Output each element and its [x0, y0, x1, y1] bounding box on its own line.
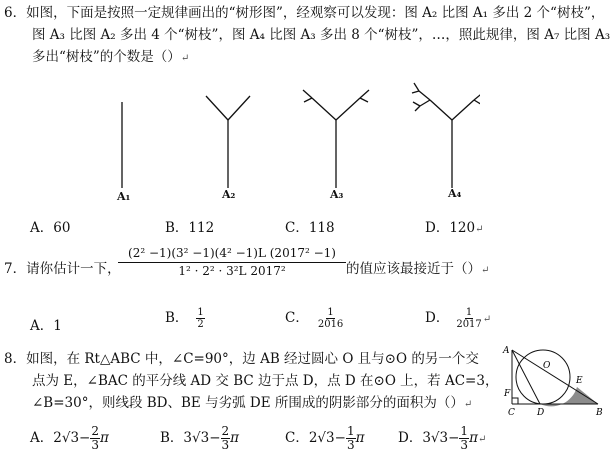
label-d: D — [537, 408, 545, 418]
label-o: O — [543, 361, 551, 371]
q7-option-a[interactable]: A．1 — [30, 318, 62, 334]
q7-denominator: 1² · 2² · 3²L 2017² — [178, 264, 286, 278]
tree-a3 — [303, 90, 369, 188]
right-angle-mark — [512, 398, 518, 404]
q6-option-d[interactable]: D．120↵ — [425, 220, 484, 236]
q8-option-c[interactable]: C．2√3− $\frac{1}{3}$ π — [285, 424, 365, 452]
q6-text-line1: 6．如图，下面是按照一定规律画出的“树形图”，经观察可以发现：图 A₂ 比图 A₁ 多出 2 个“树枝”， — [4, 5, 605, 21]
q8-text-line1: 8．如图，在 Rt△ABC 中，∠C=90°，边 AB 经过圆心 O 且与⊙O 的另一个交 — [4, 351, 479, 367]
q6-option-a[interactable]: A．60 — [30, 220, 71, 236]
label-b: B — [596, 408, 603, 418]
fig-label-a1: A₁ — [117, 190, 131, 203]
q8-option-d[interactable]: D．3√3− $\frac{1}{3}$ π↵ — [398, 424, 487, 452]
q6-option-c[interactable]: C．118 — [285, 220, 335, 236]
label-f: F — [504, 389, 511, 399]
q8-option-b[interactable]: B．3√3− $\frac{2}{3}$ π — [160, 424, 240, 452]
tree-figures — [100, 80, 480, 210]
q7-option-c[interactable]: C． $\frac{1}{2016}$ — [285, 307, 344, 330]
q7-suffix: 的值应该最接近于（）↵ — [346, 261, 490, 277]
tree-a4 — [412, 83, 480, 188]
q8-geometry-figure — [500, 338, 612, 420]
q6-text-line3: 多出“树枝”的个数是（）↵ — [32, 49, 190, 65]
q7-option-b[interactable]: B． $\frac{1}{2}$ — [165, 307, 204, 330]
segment-ab — [512, 350, 598, 404]
fig-label-a2: A₂ — [222, 188, 236, 201]
q7-option-d[interactable]: D． $\frac{1}{2017}$ ↵ — [425, 307, 492, 330]
tree-a2 — [206, 96, 250, 188]
q7-numerator: (2² −1)(3² −1)(4² −1)L (2017² −1) — [118, 246, 346, 263]
q8-text-line2: 点为 E，∠BAC 的平分线 AD 交 BC 边于点 D，点 D 在⊙O 上，若 AC=3， — [32, 373, 499, 389]
fig-label-a4: A₄ — [448, 187, 462, 200]
label-e: E — [576, 376, 583, 386]
q8-option-a[interactable]: A．2√3− $\frac{2}{3}$ π — [30, 424, 109, 452]
q6-text-line2: 图 A₃ 比图 A₂ 多出 4 个“树枝”，图 A₄ 比图 A₃ 多出 8 个“树枝”，…，照此规律，图 A₇ 比图 A₃ — [32, 27, 611, 43]
label-c: C — [508, 408, 515, 418]
fig-label-a3: A₃ — [330, 188, 344, 201]
label-a: A — [503, 346, 510, 356]
q7-expression — [118, 246, 346, 279]
q6-option-b[interactable]: B．112 — [165, 220, 215, 236]
q7-prefix: 7．请你估计一下， — [4, 261, 121, 277]
q8-text-line3: ∠B=30°，则线段 BD、BE 与劣弧 DE 所围成的阴影部分的面积为（）↵ — [32, 395, 473, 411]
